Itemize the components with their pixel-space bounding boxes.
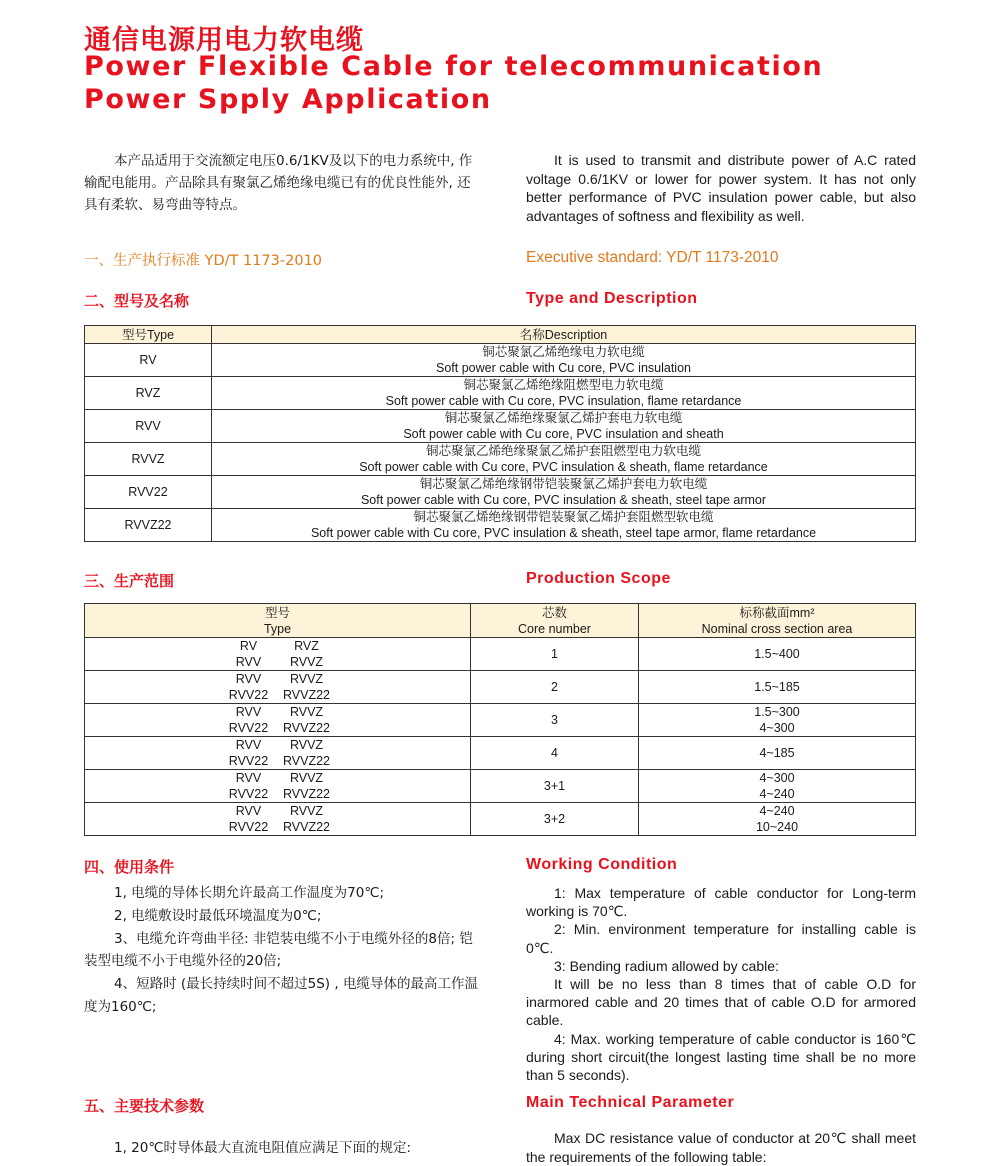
description-cn: 铜芯聚氯乙烯绝缘阻燃型电力软电缆 xyxy=(463,378,664,392)
description-en: Soft power cable with Cu core, PVC insulation, flame retardance xyxy=(385,394,742,408)
description-cn: 铜芯聚氯乙烯绝缘钢带铠装聚氯乙烯护套阻燃型软电缆 xyxy=(413,510,714,524)
table-row xyxy=(85,509,916,542)
section-4-heading-cn: 四、使用条件 xyxy=(84,858,175,876)
standard-en: Executive standard: YD/T 1173-2010 xyxy=(526,249,779,266)
page-title-cn: 通信电源用电力软电缆 xyxy=(84,25,364,56)
type-cell: RVV RVVZ RVV22 RVVZ22 xyxy=(85,671,471,704)
table-row xyxy=(85,704,916,737)
description-en: Soft power cable with Cu core, PVC insulation & sheath, flame retardance xyxy=(359,460,768,474)
section-3-heading-en: Production Scope xyxy=(526,570,671,587)
section-3-heading-cn: 三、生产范围 xyxy=(84,572,175,590)
description-en: Soft power cable with Cu core, PVC insulation & sheath, steel tape armor xyxy=(360,493,767,507)
table-row xyxy=(85,443,916,476)
table-row xyxy=(85,671,916,704)
type-header: 型号Type xyxy=(85,326,212,344)
area-cell: 4~240 10~240 xyxy=(639,803,916,836)
area-cell: 4~300 4~240 xyxy=(639,770,916,803)
table-row xyxy=(85,803,916,836)
core-cell: 1 xyxy=(471,638,639,671)
core-cell: 4 xyxy=(471,737,639,770)
type-header: 型号 Type xyxy=(85,604,471,638)
core-cell: 3+1 xyxy=(471,770,639,803)
standard-cn: 一、生产执行标准 YD/T 1173-2010 xyxy=(84,253,323,269)
table-row xyxy=(85,638,916,671)
description-cn: 铜芯聚氯乙烯绝缘聚氯乙烯护套阻燃型电力软电缆 xyxy=(425,444,701,458)
description-cell xyxy=(212,443,916,476)
section-5-heading-cn: 五、主要技术参数 xyxy=(84,1097,205,1115)
section-5-heading-en: Main Technical Parameter xyxy=(526,1094,735,1111)
condition-item: It will be no less than 8 times that of cable O.D for inarmored cable and 20 times that of cable O.D for armored cable. xyxy=(526,976,916,1029)
type-cell: RV RVZ RVV RVVZ xyxy=(85,638,471,671)
table-row xyxy=(85,377,916,410)
area-cell: 1.5~300 4~300 xyxy=(639,704,916,737)
type-cell: RVZ xyxy=(85,377,212,410)
table-row xyxy=(85,410,916,443)
description-cn: 铜芯聚氯乙烯绝缘电力软电缆 xyxy=(482,345,645,359)
section-4-heading-en: Working Condition xyxy=(526,856,678,873)
condition-item: 2, 电缆敷设时最低环境温度为0℃; xyxy=(114,907,322,924)
table-row xyxy=(85,770,916,803)
area-header: 标称截面mm² Nominal cross section area xyxy=(639,604,916,638)
type-cell: RVV RVVZ RVV22 RVVZ22 xyxy=(85,737,471,770)
condition-item: 2: Min. environment temperature for installing cable is 0℃. xyxy=(526,921,916,956)
description-cn: 铜芯聚氯乙烯绝缘聚氯乙烯护套电力软电缆 xyxy=(444,411,683,425)
type-cell: RVV xyxy=(85,410,212,443)
condition-item: 4: Max. working temperature of cable conductor is 160℃ during short circuit(the longest lasting time shall be no more than 5 seconds). xyxy=(526,1030,916,1084)
working-condition-cn xyxy=(84,882,479,1019)
section-2-heading-en: Type and Description xyxy=(526,290,698,307)
table-row xyxy=(85,476,916,509)
core-cell: 3 xyxy=(471,704,639,737)
intro-cn: 本产品适用于交流额定电压0.6/1KV及以下的电力系统中, 作输配电能用。产品除具有聚氯乙烯绝缘电缆已有的优良性能外, 还具有柔软、易弯曲等特点。 xyxy=(84,153,473,213)
condition-item: 3: Bending radium allowed by cable: xyxy=(554,957,779,974)
description-cell xyxy=(212,509,916,542)
production-scope-table xyxy=(84,603,916,836)
technical-parameter-cn: 1, 20℃时导体最大直流电阻值应满足下面的规定: xyxy=(114,1140,412,1156)
type-cell: RVV RVVZ RVV22 RVVZ22 xyxy=(85,770,471,803)
type-cell: RVV22 xyxy=(85,476,212,509)
intro-en: It is used to transmit and distribute power of A.C rated voltage 0.6/1KV or lower for power system. It has not only better performance of PVC insulation power cable, but also advantages of softness and flexibility as well. xyxy=(526,152,916,224)
condition-item: 1, 电缆的导体长期允许最高工作温度为70℃; xyxy=(114,885,385,901)
type-cell: RVV RVVZ RVV22 RVVZ22 xyxy=(85,704,471,737)
table-row xyxy=(85,344,916,377)
condition-item: 1: Max temperature of cable conductor for Long-term working is 70℃. xyxy=(526,885,916,920)
area-cell: 1.5~400 xyxy=(639,638,916,671)
description-en: Soft power cable with Cu core, PVC insulation xyxy=(436,361,691,375)
type-cell: RVVZ xyxy=(85,443,212,476)
description-en: Soft power cable with Cu core, PVC insulation & sheath, steel tape armor, flame retardance xyxy=(310,526,817,540)
description-header: 名称Description xyxy=(212,326,916,344)
page-title-en: Power Flexible Cable for telecommunication Power Spply Application xyxy=(84,51,824,115)
description-cn: 铜芯聚氯乙烯绝缘钢带铠装聚氯乙烯护套电力软电缆 xyxy=(419,477,708,491)
description-en: Soft power cable with Cu core, PVC insulation and sheath xyxy=(403,427,724,441)
type-cell: RVVZ22 xyxy=(85,509,212,542)
type-cell: RVV RVVZ RVV22 RVVZ22 xyxy=(85,803,471,836)
area-cell: 4~185 xyxy=(639,737,916,770)
description-cell xyxy=(212,377,916,410)
description-cell xyxy=(212,344,916,377)
technical-parameter-en: Max DC resistance value of conductor at 20℃ shall meet the requirements of the following table: xyxy=(526,1130,916,1165)
type-cell: RV xyxy=(85,344,212,377)
condition-item: 4、短路时 (最长持续时间不超过5S) , 电缆导体的最高工作温度为160℃; xyxy=(84,976,478,1015)
area-cell: 1.5~185 xyxy=(639,671,916,704)
description-cell xyxy=(212,410,916,443)
description-cell xyxy=(212,476,916,509)
condition-item: 3、电缆允许弯曲半径: 非铠装电缆不小于电缆外径的8倍; 铠装型电缆不小于电缆外径的20倍; xyxy=(84,930,473,970)
working-condition-en xyxy=(526,884,916,1084)
type-description-table xyxy=(84,325,916,542)
core-header: 芯数 Core number xyxy=(471,604,639,638)
core-cell: 2 xyxy=(471,671,639,704)
table-row xyxy=(85,737,916,770)
section-2-heading-cn: 二、型号及名称 xyxy=(84,292,190,310)
core-cell: 3+2 xyxy=(471,803,639,836)
